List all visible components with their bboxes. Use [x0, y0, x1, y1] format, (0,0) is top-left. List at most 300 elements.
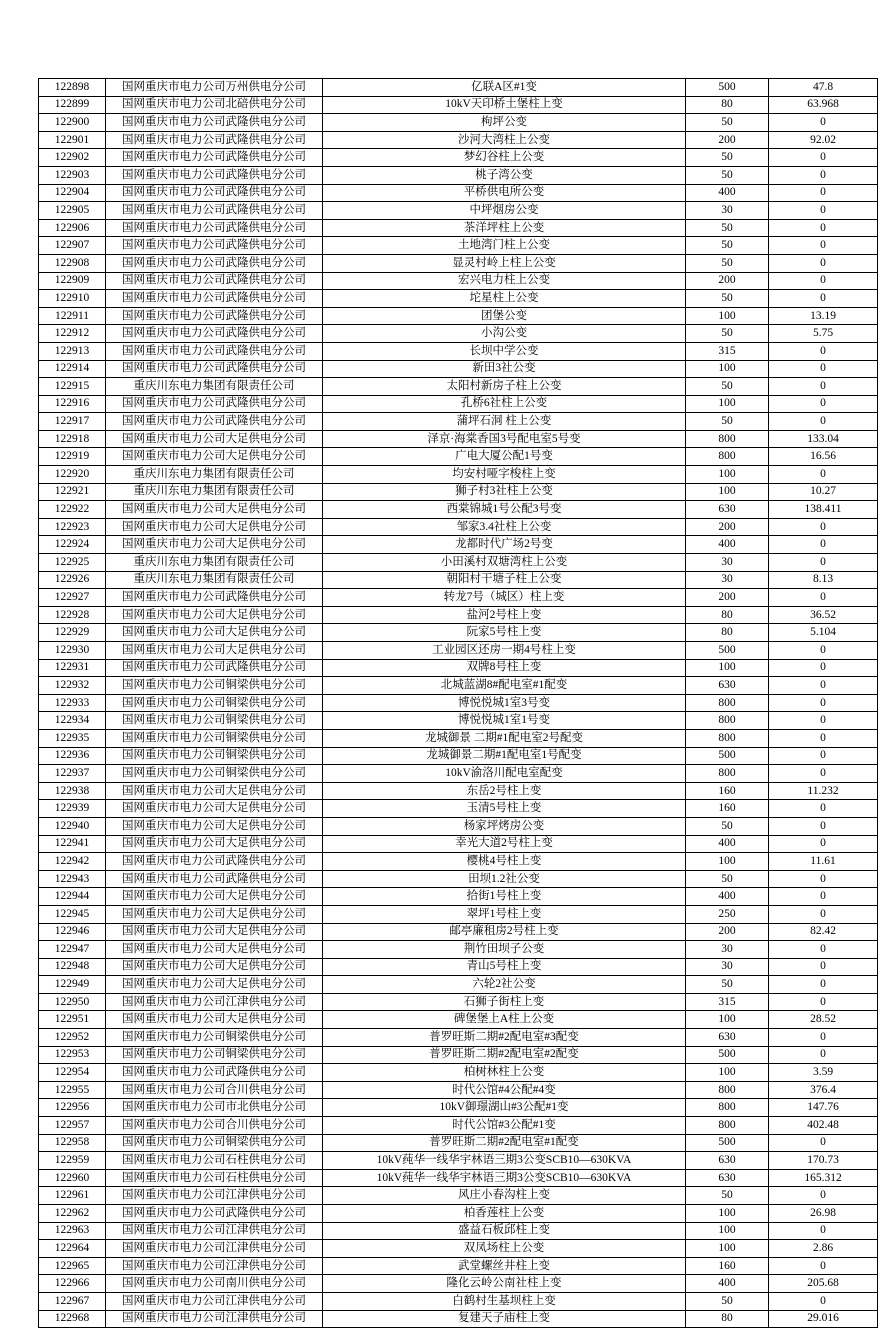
table-row — [39, 518, 878, 536]
cell-company-text: 国网重庆市电力公司武隆供电分公司 — [122, 203, 306, 216]
cell-id-text: 122932 — [54, 678, 90, 691]
cell-name-text: 风庄小春沟柱上变 — [458, 1189, 550, 1202]
cell-value — [769, 923, 878, 941]
cell-company — [106, 166, 323, 184]
cell-company-text: 国网重庆市电力公司铜梁供电分公司 — [122, 714, 306, 727]
cell-value-text: 0 — [820, 819, 826, 832]
cell-capacity — [686, 958, 769, 976]
cell-name — [323, 1240, 686, 1258]
cell-value-text: 10.27 — [810, 485, 836, 498]
cell-id-text: 122941 — [54, 837, 90, 850]
cell-capacity-text: 100 — [718, 362, 736, 375]
cell-name-text: 蒲坪石洞 柱上公变 — [456, 415, 552, 428]
table-row — [39, 1134, 878, 1152]
cell-name-text: 中坪烟房公变 — [469, 203, 539, 216]
cell-company-text: 国网重庆市电力公司武隆供电分公司 — [122, 1066, 306, 1079]
cell-company — [106, 202, 323, 220]
cell-company — [106, 131, 323, 149]
cell-value-text: 2.86 — [812, 1241, 834, 1254]
cell-value-text: 0 — [820, 1189, 826, 1202]
cell-company-text: 国网重庆市电力公司南川供电分公司 — [122, 1277, 306, 1290]
cell-capacity — [686, 483, 769, 501]
cell-capacity-text: 800 — [718, 432, 736, 445]
cell-value — [769, 430, 878, 448]
cell-capacity — [686, 606, 769, 624]
cell-company-text: 国网重庆市电力公司武隆供电分公司 — [122, 115, 306, 128]
cell-name-text: 孔桥6社柱上公变 — [460, 397, 548, 410]
cell-name-text: 东岳2号柱上变 — [466, 784, 542, 797]
cell-name — [323, 976, 686, 994]
cell-value-text: 82.42 — [810, 925, 836, 938]
cell-id — [39, 712, 106, 730]
cell-company-text: 国网重庆市电力公司武隆供电分公司 — [122, 186, 306, 199]
cell-value-text: 0 — [820, 837, 826, 850]
cell-company — [106, 589, 323, 607]
cell-name — [323, 131, 686, 149]
cell-name — [323, 413, 686, 431]
cell-value — [769, 571, 878, 589]
cell-id — [39, 923, 106, 941]
cell-value — [769, 448, 878, 466]
cell-capacity — [686, 1117, 769, 1135]
cell-id — [39, 237, 106, 255]
cell-name-text: 亿联A区#1变 — [471, 80, 537, 93]
cell-name-text: 10kV莼华一线华宇林语三期3公变SCB10—630KVA — [376, 1154, 632, 1167]
cell-name — [323, 448, 686, 466]
cell-name — [323, 870, 686, 888]
cell-id-text: 122962 — [54, 1206, 90, 1219]
cell-company — [106, 677, 323, 695]
cell-company-text: 国网重庆市电力公司大足供电分公司 — [122, 837, 306, 850]
cell-capacity-text: 50 — [721, 291, 733, 304]
cell-name-text: 白鹤村生基坝柱上变 — [452, 1294, 556, 1307]
cell-capacity-text: 100 — [718, 467, 736, 480]
cell-value-text: 0 — [820, 362, 826, 375]
cell-capacity — [686, 1081, 769, 1099]
table-row — [39, 729, 878, 747]
cell-value — [769, 1275, 878, 1293]
cell-name — [323, 659, 686, 677]
cell-value-text: 0 — [820, 749, 826, 762]
cell-value — [769, 853, 878, 871]
cell-capacity-text: 100 — [718, 1224, 736, 1237]
cell-company-text: 国网重庆市电力公司大足供电分公司 — [122, 890, 306, 903]
cell-id-text: 122907 — [54, 239, 90, 252]
cell-company — [106, 272, 323, 290]
cell-id — [39, 1046, 106, 1064]
cell-capacity-text: 800 — [718, 696, 736, 709]
table-row — [39, 79, 878, 97]
cell-value — [769, 536, 878, 554]
cell-value-text: 0 — [820, 397, 826, 410]
cell-id-text: 122953 — [54, 1048, 90, 1061]
cell-capacity — [686, 237, 769, 255]
cell-id-text: 122966 — [54, 1277, 90, 1290]
cell-id-text: 122925 — [54, 555, 90, 568]
cell-name-text: 荆竹田坝子公变 — [463, 942, 545, 955]
cell-id — [39, 325, 106, 343]
cell-capacity — [686, 1292, 769, 1310]
cell-company — [106, 1046, 323, 1064]
cell-capacity — [686, 870, 769, 888]
cell-name — [323, 325, 686, 343]
table-row — [39, 1205, 878, 1223]
cell-company-text: 国网重庆市电力公司大足供电分公司 — [122, 538, 306, 551]
cell-id — [39, 1169, 106, 1187]
cell-company-text: 国网重庆市电力公司大足供电分公司 — [122, 978, 306, 991]
cell-name — [323, 1081, 686, 1099]
cell-value — [769, 307, 878, 325]
cell-name-text: 六轮2社公变 — [472, 978, 536, 991]
table-row — [39, 96, 878, 114]
cell-capacity — [686, 923, 769, 941]
cell-id-text: 122912 — [54, 327, 90, 340]
cell-value — [769, 659, 878, 677]
cell-company-text: 国网重庆市电力公司大足供电分公司 — [122, 960, 306, 973]
cell-company — [106, 325, 323, 343]
cell-company-text: 国网重庆市电力公司石柱供电分公司 — [122, 1171, 306, 1184]
table-row — [39, 237, 878, 255]
cell-capacity-text: 80 — [721, 626, 733, 639]
cell-id-text: 122913 — [54, 344, 90, 357]
table-row — [39, 642, 878, 660]
table-row — [39, 1081, 878, 1099]
cell-id-text: 122954 — [54, 1066, 90, 1079]
cell-id-text: 122921 — [54, 485, 90, 498]
cell-value — [769, 870, 878, 888]
cell-name — [323, 905, 686, 923]
cell-value — [769, 1117, 878, 1135]
cell-capacity — [686, 536, 769, 554]
table-row — [39, 202, 878, 220]
cell-capacity-text: 400 — [718, 890, 736, 903]
cell-name-text: 邹家3.4社柱上公变 — [456, 520, 552, 533]
cell-value — [769, 202, 878, 220]
cell-capacity-text: 100 — [718, 854, 736, 867]
cell-value — [769, 765, 878, 783]
cell-value-text: 0 — [820, 203, 826, 216]
table-row — [39, 606, 878, 624]
cell-value — [769, 747, 878, 765]
cell-value-text: 8.13 — [812, 573, 834, 586]
cell-capacity-text: 800 — [718, 1118, 736, 1131]
cell-capacity — [686, 1011, 769, 1029]
cell-id-text: 122923 — [54, 520, 90, 533]
cell-capacity — [686, 1029, 769, 1047]
cell-capacity-text: 630 — [718, 1171, 736, 1184]
cell-capacity — [686, 659, 769, 677]
cell-company — [106, 1240, 323, 1258]
cell-company — [106, 817, 323, 835]
table-row — [39, 817, 878, 835]
cell-capacity — [686, 853, 769, 871]
cell-name — [323, 184, 686, 202]
cell-capacity-text: 50 — [721, 151, 733, 164]
table-row — [39, 483, 878, 501]
cell-company — [106, 941, 323, 959]
cell-capacity — [686, 501, 769, 519]
cell-capacity-text: 630 — [718, 1154, 736, 1167]
cell-capacity-text: 100 — [718, 1066, 736, 1079]
table-row — [39, 360, 878, 378]
cell-id — [39, 395, 106, 413]
cell-capacity — [686, 272, 769, 290]
cell-name — [323, 589, 686, 607]
cell-name — [323, 378, 686, 396]
cell-name — [323, 395, 686, 413]
table-row — [39, 800, 878, 818]
cell-company-text: 国网重庆市电力公司大足供电分公司 — [122, 450, 306, 463]
cell-company-text: 国网重庆市电力公司万州供电分公司 — [122, 80, 306, 93]
cell-capacity — [686, 694, 769, 712]
cell-company-text: 国网重庆市电力公司大足供电分公司 — [122, 520, 306, 533]
cell-company — [106, 501, 323, 519]
cell-id-text: 122922 — [54, 503, 90, 516]
cell-company-text: 国网重庆市电力公司大足供电分公司 — [122, 1013, 306, 1026]
cell-name — [323, 888, 686, 906]
cell-capacity-text: 100 — [718, 309, 736, 322]
cell-company — [106, 800, 323, 818]
cell-capacity-text: 800 — [718, 1101, 736, 1114]
cell-name-text: 博悦悦城1室1号变 — [458, 714, 550, 727]
cell-value-text: 0 — [820, 714, 826, 727]
cell-id-text: 122942 — [54, 854, 90, 867]
cell-id — [39, 624, 106, 642]
cell-company — [106, 254, 323, 272]
cell-id-text: 122914 — [54, 362, 90, 375]
cell-company — [106, 835, 323, 853]
cell-capacity — [686, 1205, 769, 1223]
cell-id — [39, 1257, 106, 1275]
cell-value — [769, 694, 878, 712]
cell-capacity — [686, 571, 769, 589]
cell-capacity-text: 100 — [718, 1206, 736, 1219]
cell-company-text: 国网重庆市电力公司大足供电分公司 — [122, 925, 306, 938]
cell-company-text: 国网重庆市电力公司大足供电分公司 — [122, 907, 306, 920]
cell-value — [769, 290, 878, 308]
cell-id — [39, 518, 106, 536]
table-row — [39, 1064, 878, 1082]
cell-company — [106, 360, 323, 378]
cell-capacity-text: 50 — [721, 168, 733, 181]
table-row — [39, 1240, 878, 1258]
table-row — [39, 870, 878, 888]
cell-company — [106, 1099, 323, 1117]
cell-company — [106, 1222, 323, 1240]
cell-value-text: 13.19 — [810, 309, 836, 322]
cell-value-text: 0 — [820, 151, 826, 164]
cell-company-text: 国网重庆市电力公司大足供电分公司 — [122, 643, 306, 656]
cell-value-text: 147.76 — [807, 1101, 839, 1114]
cell-capacity — [686, 765, 769, 783]
cell-value-text: 0 — [820, 256, 826, 269]
cell-name — [323, 712, 686, 730]
cell-id — [39, 1222, 106, 1240]
cell-company — [106, 395, 323, 413]
cell-value — [769, 1169, 878, 1187]
cell-company — [106, 1134, 323, 1152]
cell-name — [323, 958, 686, 976]
cell-capacity-text: 160 — [718, 784, 736, 797]
cell-id-text: 122948 — [54, 960, 90, 973]
cell-name — [323, 536, 686, 554]
cell-capacity-text: 100 — [718, 661, 736, 674]
cell-company — [106, 114, 323, 132]
cell-company-text: 国网重庆市电力公司武隆供电分公司 — [122, 309, 306, 322]
cell-id-text: 122910 — [54, 291, 90, 304]
cell-value-text: 133.04 — [807, 432, 839, 445]
cell-value-text: 0 — [820, 1224, 826, 1237]
cell-company-text: 重庆川东电力集团有限责任公司 — [133, 379, 295, 392]
table-row — [39, 677, 878, 695]
cell-id-text: 122939 — [54, 802, 90, 815]
cell-value — [769, 1205, 878, 1223]
cell-company — [106, 219, 323, 237]
cell-name — [323, 466, 686, 484]
cell-id — [39, 817, 106, 835]
cell-capacity-text: 400 — [718, 837, 736, 850]
cell-capacity-text: 80 — [721, 98, 733, 111]
cell-capacity-text: 50 — [721, 1189, 733, 1202]
cell-id-text: 122909 — [54, 274, 90, 287]
cell-value-text: 28.52 — [810, 1013, 836, 1026]
cell-id-text: 122934 — [54, 714, 90, 727]
table-row — [39, 1187, 878, 1205]
cell-capacity-text: 30 — [721, 942, 733, 955]
cell-name — [323, 166, 686, 184]
cell-id-text: 122956 — [54, 1101, 90, 1114]
cell-name — [323, 923, 686, 941]
cell-capacity-text: 30 — [721, 960, 733, 973]
cell-name-text: 坨星柱上公变 — [469, 291, 539, 304]
cell-name-text: 杨家坪烤房公变 — [463, 819, 545, 832]
cell-id-text: 122959 — [54, 1154, 90, 1167]
cell-name — [323, 642, 686, 660]
cell-capacity — [686, 1275, 769, 1293]
cell-id-text: 122924 — [54, 538, 90, 551]
cell-value-text: 205.68 — [807, 1277, 839, 1290]
cell-company — [106, 448, 323, 466]
cell-id-text: 122931 — [54, 661, 90, 674]
cell-id-text: 122901 — [54, 133, 90, 146]
cell-id-text: 122967 — [54, 1294, 90, 1307]
distribution-transformer-table — [38, 78, 878, 1328]
cell-company — [106, 571, 323, 589]
cell-value — [769, 589, 878, 607]
cell-id-text: 122958 — [54, 1136, 90, 1149]
cell-name-text: 邮亭廉租房2号柱上变 — [449, 925, 559, 938]
cell-capacity — [686, 1169, 769, 1187]
table-row — [39, 307, 878, 325]
cell-value — [769, 712, 878, 730]
cell-name — [323, 1046, 686, 1064]
cell-id — [39, 853, 106, 871]
cell-capacity — [686, 413, 769, 431]
table-row — [39, 905, 878, 923]
cell-company-text: 重庆川东电力集团有限责任公司 — [133, 555, 295, 568]
cell-name-text: 新田3社公变 — [472, 362, 536, 375]
table-row — [39, 835, 878, 853]
cell-id-text: 122915 — [54, 379, 90, 392]
cell-value — [769, 624, 878, 642]
cell-capacity — [686, 149, 769, 167]
cell-company — [106, 765, 323, 783]
cell-company — [106, 237, 323, 255]
table-row — [39, 466, 878, 484]
cell-name-text: 长坝中学公变 — [469, 344, 539, 357]
cell-capacity-text: 630 — [718, 678, 736, 691]
cell-name — [323, 237, 686, 255]
cell-id — [39, 254, 106, 272]
cell-id — [39, 1310, 106, 1328]
cell-capacity — [686, 782, 769, 800]
cell-company-text: 国网重庆市电力公司江津供电分公司 — [122, 1312, 306, 1325]
cell-value — [769, 395, 878, 413]
cell-name-text: 10kV莼华一线华宇林语三期3公变SCB10—630KVA — [376, 1171, 632, 1184]
cell-id-text: 122917 — [54, 415, 90, 428]
cell-value-text: 0 — [820, 115, 826, 128]
cell-value-text: 63.968 — [807, 98, 839, 111]
cell-capacity-text: 800 — [718, 1083, 736, 1096]
cell-name — [323, 219, 686, 237]
cell-company-text: 国网重庆市电力公司武隆供电分公司 — [122, 591, 306, 604]
cell-capacity-text: 500 — [718, 643, 736, 656]
cell-capacity-text: 30 — [721, 203, 733, 216]
cell-company — [106, 1117, 323, 1135]
cell-capacity — [686, 642, 769, 660]
cell-name-text: 广电大厦公配1号变 — [455, 450, 553, 463]
cell-value-text: 0 — [820, 168, 826, 181]
cell-name-text: 普罗旺斯二期#2配电室#1配变 — [429, 1136, 579, 1149]
cell-value — [769, 237, 878, 255]
table-row — [39, 395, 878, 413]
table-row — [39, 747, 878, 765]
cell-id — [39, 1240, 106, 1258]
cell-id-text: 122918 — [54, 432, 90, 445]
cell-id-text: 122904 — [54, 186, 90, 199]
cell-capacity-text: 800 — [718, 450, 736, 463]
cell-company-text: 国网重庆市电力公司武隆供电分公司 — [122, 274, 306, 287]
cell-id-text: 122937 — [54, 766, 90, 779]
cell-company-text: 国网重庆市电力公司铜梁供电分公司 — [122, 749, 306, 762]
cell-name — [323, 782, 686, 800]
cell-id-text: 122936 — [54, 749, 90, 762]
cell-name — [323, 624, 686, 642]
table-row — [39, 1152, 878, 1170]
table-row — [39, 941, 878, 959]
table-row — [39, 149, 878, 167]
cell-name — [323, 1187, 686, 1205]
cell-value-text: 0 — [820, 643, 826, 656]
cell-capacity — [686, 114, 769, 132]
cell-capacity-text: 30 — [721, 573, 733, 586]
cell-value — [769, 888, 878, 906]
cell-capacity-text: 100 — [718, 1241, 736, 1254]
cell-id-text: 122951 — [54, 1013, 90, 1026]
cell-company — [106, 1064, 323, 1082]
cell-company — [106, 747, 323, 765]
cell-company — [106, 729, 323, 747]
cell-capacity-text: 315 — [718, 995, 736, 1008]
cell-id — [39, 1117, 106, 1135]
cell-name — [323, 853, 686, 871]
cell-capacity-text: 50 — [721, 239, 733, 252]
table-row — [39, 1117, 878, 1135]
cell-id — [39, 835, 106, 853]
cell-value-text: 0 — [820, 1294, 826, 1307]
table-row — [39, 131, 878, 149]
cell-value-text: 26.98 — [810, 1206, 836, 1219]
